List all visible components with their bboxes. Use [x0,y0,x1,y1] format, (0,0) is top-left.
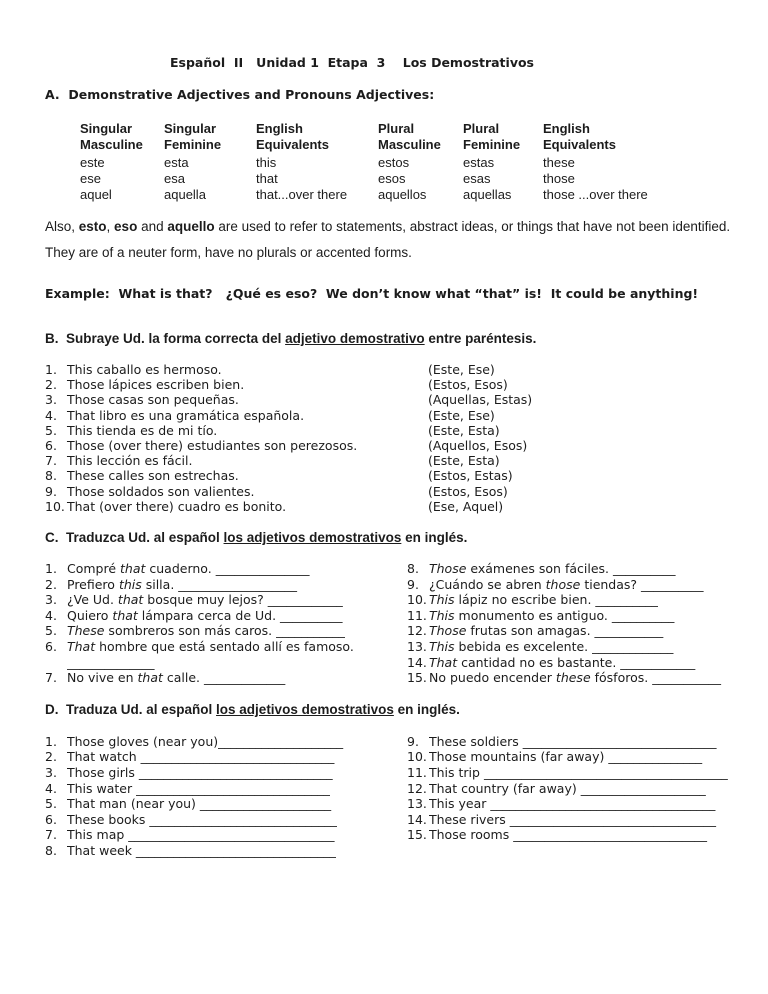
text-segment: this [118,576,142,592]
text-segment: These books [67,811,150,827]
item-number: 7. [45,827,57,843]
item-number: 5. [45,422,57,438]
item-number: 7. [45,670,57,686]
table-cell: aquellas [463,187,512,202]
answer-blank: __________ [280,607,343,623]
text-segment: D. Traduza Ud. al español [45,701,217,717]
text-segment: Those [429,561,467,577]
table-header-cell: English Equivalents [256,121,329,152]
item-answer: (Este, Esta) [428,453,500,469]
table-header-cell: English Equivalents [543,121,616,152]
exercise-c-left-column [45,561,407,686]
text-segment: entre paréntesis. [424,331,537,346]
item-number: 6. [45,639,57,654]
item-number: 1. [45,362,57,377]
text-segment: That watch [67,749,141,765]
exercise-item [45,408,735,423]
item-text [429,655,735,671]
item-text: Those soldados son valientes. [67,483,255,499]
text-segment: eso [114,219,138,234]
text-segment: That country (far away) [429,780,581,796]
answer-blank: __________ [611,607,675,623]
answer-blank: ______________________________ [149,811,337,827]
answer-blank: _______________________________ [138,764,333,780]
item-text: These calles son estrechas. [67,468,239,484]
item-text [67,765,407,781]
item-answer: (Este, Ese) [428,407,495,423]
item-number: 13. [407,796,427,812]
exercise-item [45,734,407,750]
item-answer: (Estos, Esos) [428,483,508,499]
text-segment: Quiero [67,607,113,623]
text-segment: los adjetivos demostrativos [223,530,402,546]
table-cell: these [543,155,575,170]
item-text: That (over there) cuadro es bonito. [67,498,287,514]
exercise-item [45,749,407,765]
exercise-d-right-column [407,734,735,859]
text-segment: That man (near you) [67,796,200,812]
item-number: 15. [407,670,427,686]
exercise-item [407,749,735,765]
exercise-item [407,734,735,750]
exercise-item [407,639,735,655]
exercise-item [45,423,735,438]
table-cell: estos [378,155,410,170]
text-segment: and [137,219,168,234]
item-text: That libro es una gramática española. [67,407,305,423]
text-segment: en inglés. [401,530,468,546]
exercise-item [45,592,407,608]
item-text [67,608,407,624]
item-number: 2. [45,576,57,592]
text-segment: This [429,607,455,623]
item-text [429,827,735,843]
answer-blank: _____________________ [199,796,332,812]
table-cell: those [543,171,575,186]
item-number: 3. [45,592,57,608]
exercise-item [45,499,735,514]
item-number: 1. [45,561,57,577]
table-cell: aquellos [378,187,427,202]
answer-blank: ______________ [67,654,155,670]
item-text [67,592,407,608]
item-number: 2. [45,377,57,393]
text-segment: That week [67,842,136,858]
item-number: 8. [45,842,57,858]
item-text [67,623,407,639]
text-segment: Also, [45,219,79,234]
item-text [67,796,407,812]
answer-blank: __________ [641,576,704,592]
answer-blank: ___________ [652,670,721,686]
exercise-item [45,670,407,686]
table-row [80,187,735,203]
exercise-item [407,655,735,671]
exercise-item [45,362,735,377]
item-text [67,781,407,797]
table-cell: esos [378,171,406,186]
text-segment: monumento es antiguo. [454,607,612,623]
answer-blank: _________________________________ [128,827,335,843]
exercise-item [45,812,407,828]
answer-blank: _______________________________ [513,827,707,843]
item-number: 9. [45,483,57,499]
item-answer: (Este, Ese) [428,362,495,377]
exercise-item [407,781,735,797]
text-segment: en inglés. [393,701,460,717]
table-row [80,171,735,187]
item-number: 6. [45,811,57,827]
text-segment: adjetivo demostrativo [285,331,425,346]
exercise-item [45,438,735,453]
item-text [429,796,735,812]
exercise-item [407,577,735,593]
text-segment: Prefiero [67,576,119,592]
table-cell: ese [80,171,101,186]
exercise-item [407,623,735,639]
item-text [429,608,735,624]
item-number: 4. [45,607,57,623]
item-number: 11. [407,764,427,780]
exercise-c-columns [45,561,735,686]
table-cell: estas [463,155,495,170]
text-segment: exámenes son fáciles. [466,561,613,577]
item-text [67,843,407,859]
text-segment: That [67,639,96,654]
text-segment: are used to refer to statements, abstract ideas, or things that have not been identified. They are of a neuter form, have no plurals or accented forms. [45,219,731,260]
exercise-b-list [45,362,735,514]
item-text [429,781,735,797]
text-segment: Those gloves (near you) [67,733,219,749]
answer-blank: _________________________________ [509,811,716,827]
table-cell: esas [463,171,491,186]
table-header-cell: Plural Feminine [463,121,521,152]
text-segment: This [429,639,455,654]
text-segment: Those mountains (far away) [429,749,609,765]
item-text [429,749,735,765]
neuter-note [45,214,735,266]
text-segment: that [117,592,144,608]
answer-blank: ___________ [594,623,664,639]
answer-blank: _____________ [203,670,286,686]
text-segment: silla. [141,576,179,592]
text-segment: Those [429,623,467,639]
item-number: 15. [407,827,427,843]
item-text [429,812,735,828]
table-cell: este [80,155,105,170]
item-text [67,812,407,828]
item-number: 4. [45,407,57,423]
text-segment: bosque muy lejos? [143,592,268,608]
item-answer: (Aquellas, Estas) [428,392,533,408]
item-number: 5. [45,623,57,639]
exercise-item [407,827,735,843]
text-segment: that [112,607,138,623]
table-cell: that [256,171,278,186]
item-text: This tienda es de mi tío. [67,422,218,438]
text-segment: esto [78,219,107,234]
item-text [429,577,735,593]
item-number: 13. [407,639,427,654]
item-text: Those casas son pequeñas. [67,392,239,408]
text-segment: cuaderno. [145,561,216,577]
text-segment: No puedo encender [429,670,556,686]
text-segment: that [137,670,163,686]
item-text [429,639,735,655]
exercise-c-right-column [407,561,735,686]
item-text: Those (over there) estudiantes son perezosos. [67,438,358,454]
item-text: This lección es fácil. [67,453,193,469]
exercise-item [45,796,407,812]
text-segment: ¿Ve Ud. [67,592,118,608]
answer-blank: _______________________________________ [483,764,728,780]
text-segment: sombreros son más caros. [104,623,277,639]
item-text [429,765,735,781]
text-segment: fósforos. [590,670,653,686]
item-text [429,670,735,686]
item-number: 2. [45,749,57,765]
text-segment: This water [67,780,137,796]
text-segment: Those girls [67,764,139,780]
worksheet-title: Español II Unidad 1 Etapa 3 Los Demostrativos [169,55,534,70]
item-answer: (Ese, Aquel) [428,498,504,514]
item-number: 6. [45,438,57,454]
table-cell: esta [164,155,189,170]
item-text [67,670,407,686]
answer-blank: ____________________ [218,733,344,749]
exercise-item [407,765,735,781]
exercise-item [45,781,407,797]
exercise-item [45,843,407,859]
text-segment: bebida es excelente. [454,639,593,654]
demonstratives-table [80,121,735,203]
exercise-item [45,484,735,499]
item-answer: (Estos, Estas) [428,468,513,484]
text-segment: calle. [162,670,204,686]
item-answer: (Estos, Esos) [428,377,508,393]
exercise-item [45,577,407,593]
table-header-cell: Plural Masculine [378,121,441,152]
item-number: 4. [45,780,57,796]
item-number: 8. [407,561,419,577]
answer-blank: _______________ [608,749,703,765]
item-number: 10. [407,592,427,608]
item-number: 3. [45,392,57,408]
item-number: 14. [407,811,427,827]
text-segment: these [555,670,591,686]
answer-blank: _______________________________ [140,749,335,765]
section-a-heading: A. Demonstrative Adjectives and Pronouns Adjectives: [45,87,435,102]
answer-blank: ________________________________ [135,842,336,858]
item-text [67,749,407,765]
text-segment: These [67,623,105,639]
item-text: This caballo es hermoso. [67,362,222,377]
text-segment: tiendas? [580,576,642,592]
table-row [80,155,735,171]
exercise-item [45,639,407,670]
table-cell: aquella [164,187,206,202]
item-number: 10. [45,498,65,514]
answer-blank: __________ [595,592,658,608]
text-segment: hombre que está sentado allí es famoso. [95,639,354,654]
table-header-cell: Singular Masculine [80,121,143,152]
item-number: 1. [45,733,57,749]
answer-blank: ___________ [276,623,345,639]
exercise-item [45,392,735,407]
item-text: Those lápices escriben bien. [67,377,245,393]
item-text [67,827,407,843]
item-text [67,577,407,593]
item-text [429,734,735,750]
text-segment: These rivers [429,811,510,827]
item-number: 11. [407,607,427,623]
exercise-item [45,827,407,843]
text-segment: These soldiers [429,733,523,749]
item-number: 5. [45,796,57,812]
exercise-d-left-column [45,734,407,859]
item-text [429,561,735,577]
item-text [429,623,735,639]
exercise-item [45,765,407,781]
answer-blank: ____________________ [580,780,706,796]
item-answer: (Aquellos, Esos) [428,438,528,454]
text-segment: This map [67,827,129,843]
exercise-item [407,796,735,812]
text-segment: This [429,592,455,608]
text-segment: Compré [67,561,121,577]
answer-blank: _______________________________ [522,733,717,749]
item-number: 9. [407,576,419,592]
text-segment: frutas son amagas. [466,623,595,639]
item-number: 9. [407,733,419,749]
text-segment: los adjetivos demostrativos [216,701,394,717]
table-cell: esa [164,171,185,186]
item-number: 12. [407,780,427,796]
exercise-item [407,608,735,624]
text-segment: That [429,654,458,670]
exercise-item [407,670,735,686]
answer-blank: _______________ [215,561,310,577]
text-segment: B. Subraye Ud. la forma correcta del [45,331,286,346]
table-cell: aquel [80,187,112,202]
answer-blank: ____________________________________ [490,796,716,812]
exercise-item [45,561,407,577]
answer-blank: _______________________________ [136,780,330,796]
text-segment: C. Traduzca Ud. al español [45,530,224,546]
text-segment: aquello [167,219,215,234]
answer-blank: ___________________ [178,576,298,592]
exercise-item [45,623,407,639]
section-d-heading [45,703,735,717]
section-b-heading [45,332,735,346]
exercise-item [45,468,735,483]
item-number: 7. [45,453,57,469]
text-segment: No vive en [67,670,138,686]
table-cell: this [256,155,277,170]
item-text [67,639,407,670]
section-c-heading [45,531,735,545]
item-number: 3. [45,764,57,780]
item-text [429,592,735,608]
table-cell: those ...over there [543,187,648,202]
answer-blank: __________ [612,561,676,577]
text-segment: that [120,561,146,577]
text-segment: This trip [429,764,484,780]
item-text [67,734,407,750]
item-answer: (Este, Esta) [428,422,500,438]
table-cell: that...over there [256,187,348,202]
answer-blank: ____________ [267,592,343,608]
text-segment: ¿Cuándo se abren [429,576,546,592]
text-segment: This year [429,796,491,812]
table-body [80,155,735,203]
text-segment: Those rooms [429,827,514,843]
item-number: 12. [407,623,427,639]
text-segment: lámpara cerca de Ud. [137,607,281,623]
table-header-row [80,121,735,152]
exercise-d-columns [45,734,735,859]
item-number: 14. [407,654,427,670]
exercise-item [45,608,407,624]
table-header-cell: Singular Feminine [164,121,222,152]
exercise-item [407,561,735,577]
text-segment: , [106,219,115,234]
answer-blank: ____________ [620,654,696,670]
exercise-item [45,453,735,468]
text-segment: those [545,576,581,592]
item-number: 8. [45,468,57,484]
exercise-item [45,377,735,392]
exercise-item [407,812,735,828]
example-line: Example: What is that? ¿Qué es eso? We don’t know what “that” is! It could be anything! [45,286,699,301]
item-number: 10. [407,749,427,765]
text-segment: cantidad no es bastante. [457,654,621,670]
exercise-item [407,592,735,608]
item-text [67,561,407,577]
answer-blank: _____________ [592,639,674,654]
text-segment: lápiz no escribe bien. [454,592,596,608]
